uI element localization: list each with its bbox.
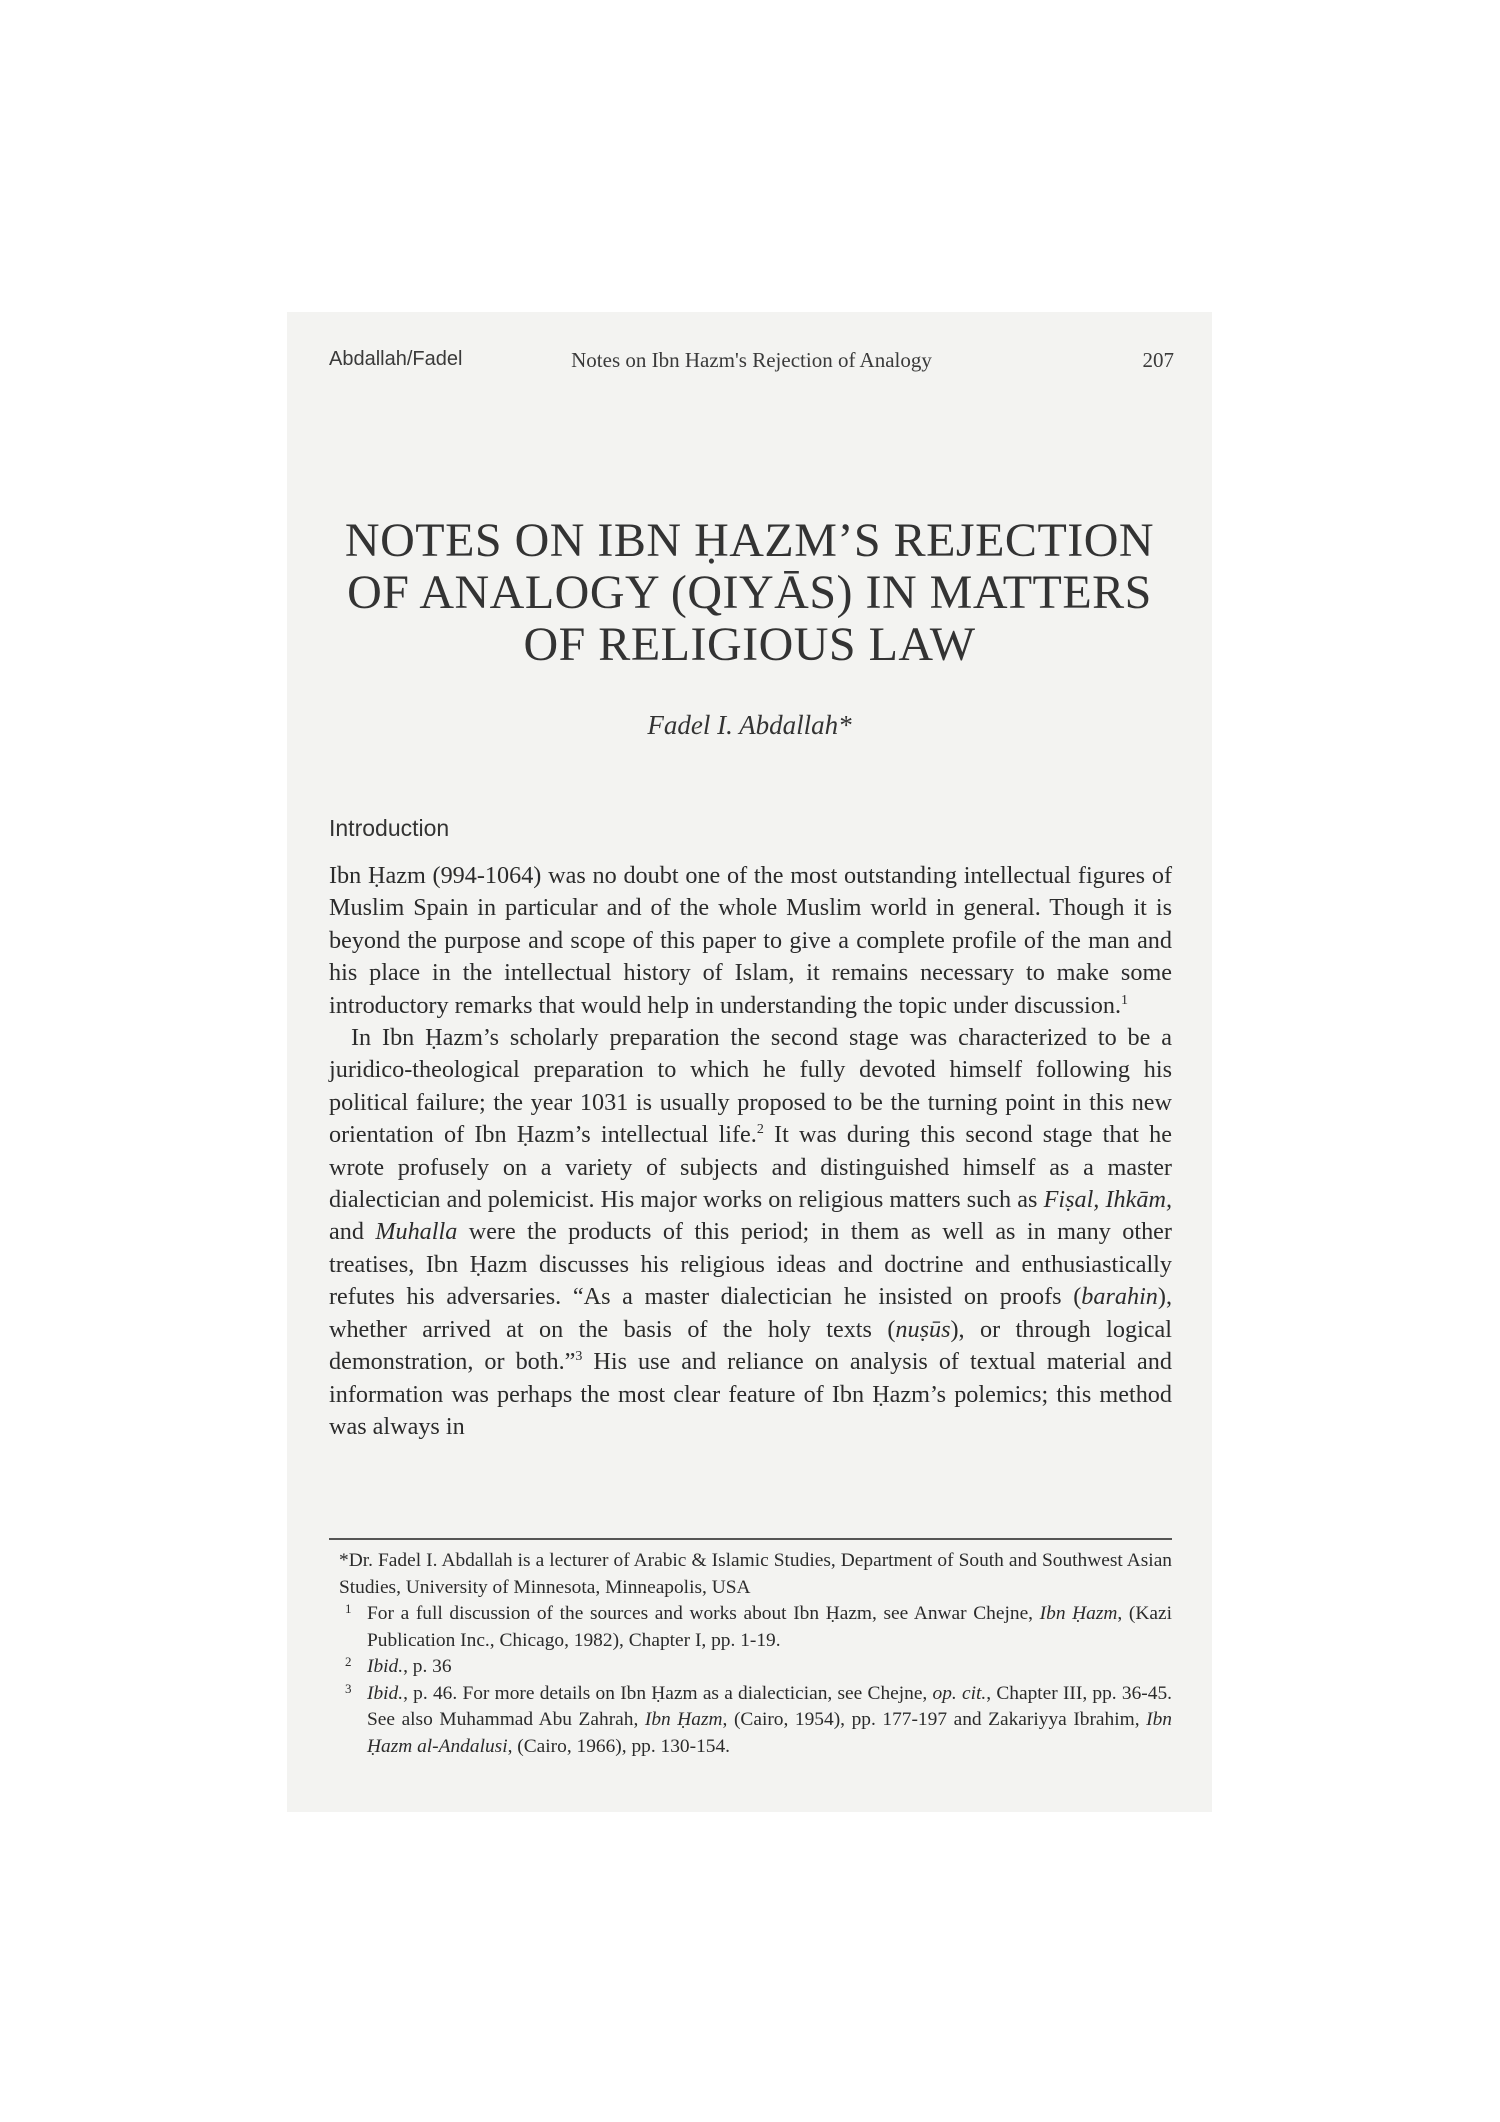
- footnote-ref-1: 1: [1121, 992, 1128, 1008]
- footnote-3-ibid: Ibid.: [367, 1682, 404, 1704]
- p2-seg4: were the products of this period; in them as well as in many other treatises, Ibn Ḥazm discusses his religious ideas and doctrine and enthusiastically refutes his adversaries. “As a master dialectician he insisted on proofs (: [329, 1218, 1172, 1311]
- page-number: 207: [1142, 348, 1174, 372]
- footnote-3-title-2: Ibn Ḥazm al-Andalusi: [367, 1709, 1172, 1757]
- footnote-3: [339, 1681, 1172, 1761]
- paragraph-2: [329, 1022, 1172, 1443]
- footnote-1-text-c: , (Kazi Publication Inc., Chicago, 1982), Chapter I, pp. 1-19.: [367, 1603, 1172, 1651]
- p2-seg1: In Ibn Ḥazm’s scholarly preparation the second stage was characterized to be a juridico-theological preparation to which he fully devoted himself following his political failure; the year 1031 is usually proposed to be the turning point in this new orientation of Ibn Ḥazm’s intellectual life.: [329, 1024, 1172, 1149]
- footnote-3-opcit: op. cit.: [932, 1682, 987, 1704]
- footnote-1-title: Ibn Ḥazm: [1039, 1603, 1118, 1624]
- body-text: [329, 860, 1172, 1443]
- page-sheet: [287, 312, 1212, 1812]
- term-nusus: nuṣūs: [895, 1315, 951, 1343]
- footnote-2-mark: 2: [345, 1654, 352, 1669]
- footnote-1: [339, 1601, 1172, 1654]
- running-head-title: Notes on Ibn Hazm's Rejection of Analogy: [571, 348, 932, 372]
- footnote-2: [339, 1654, 1172, 1681]
- work-title-muhalla: Muhalla: [375, 1218, 458, 1246]
- footnote-2-ibid: Ibid.: [367, 1656, 404, 1677]
- title-line-2: OF ANALOGY (QIYĀS) IN MATTERS: [347, 566, 1152, 619]
- author-byline: Fadel I. Abdallah*: [647, 710, 852, 740]
- footnotes: [339, 1548, 1172, 1760]
- running-head-author: Abdallah/Fadel: [329, 348, 463, 370]
- term-barahin: barahin: [1081, 1283, 1158, 1311]
- article-title: [327, 515, 1172, 671]
- section-heading: Introduction: [329, 815, 450, 841]
- footnote-1-mark: 1: [345, 1601, 352, 1616]
- footnote-ref-3: 3: [575, 1349, 583, 1365]
- p2-seg2: It was during this second stage that he wrote profusely on a variety of subjects and distinguished himself as a master dialectician and polemicist. His major works on religious matters such as: [329, 1121, 1172, 1214]
- footnote-3-text-b: , p. 46. For more details on Ibn Ḥazm as a dialectician, see Chejne,: [403, 1682, 933, 1704]
- footnote-2-text: , p. 36: [403, 1656, 452, 1677]
- footnote-3-text-f: , (Cairo, 1954), pp. 177-197 and Zakariyya Ibrahim,: [722, 1709, 1147, 1730]
- paragraph-1-text: Ibn Ḥazm (994-1064) was no doubt one of the most outstanding intellectual figures of Muslim Spain in particular and of the whole Muslim world in general. Though it is beyond the purpose and scope of this paper to give a complete profile of the man and his place in the intellectual history of Islam, it remains necessary to make some introductory remarks that would help in understanding the topic under discussion.: [329, 862, 1172, 1019]
- footnote-1-text-a: For a full discussion of the sources and works about Ibn Ḥazm, see Anwar Chejne,: [367, 1603, 1040, 1624]
- footnote-3-mark: 3: [345, 1680, 352, 1696]
- p2-seg6: ), or through logical demonstration, or both.”: [329, 1315, 1172, 1376]
- footnote-author: *Dr. Fadel I. Abdallah is a lecturer of Arabic & Islamic Studies, Department of South and Southwest Asian Studies, University of Minnesota, Minneapolis, USA: [339, 1550, 1172, 1598]
- p2-seg3: and: [329, 1218, 376, 1246]
- p2-seg5: ), whether arrived at on the basis of the holy texts (: [329, 1283, 1172, 1343]
- paragraph-1: [329, 860, 1172, 1022]
- footnote-3-text-d: , Chapter III, pp. 36-45. See also Muhammad Abu Zahrah,: [367, 1682, 1172, 1730]
- footnote-3-text-h: , (Cairo, 1966), pp. 130-154.: [507, 1735, 731, 1757]
- footnote-ref-2: 2: [756, 1122, 764, 1138]
- title-line-1: NOTES ON IBN ḤAZM’S REJECTION: [344, 514, 1155, 567]
- footnote-3-title-1: Ibn Ḥazm: [644, 1709, 723, 1730]
- p2-seg7: His use and reliance on analysis of textual material and information was perhaps the most clear feature of Ibn Ḥazm’s polemics; this method was always in: [329, 1348, 1172, 1440]
- title-line-3: OF RELIGIOUS LAW: [523, 618, 976, 671]
- footnote-divider: [329, 1538, 1172, 1540]
- work-title-fisal-ihkam: Fiṣal, Ihkām,: [1043, 1186, 1172, 1214]
